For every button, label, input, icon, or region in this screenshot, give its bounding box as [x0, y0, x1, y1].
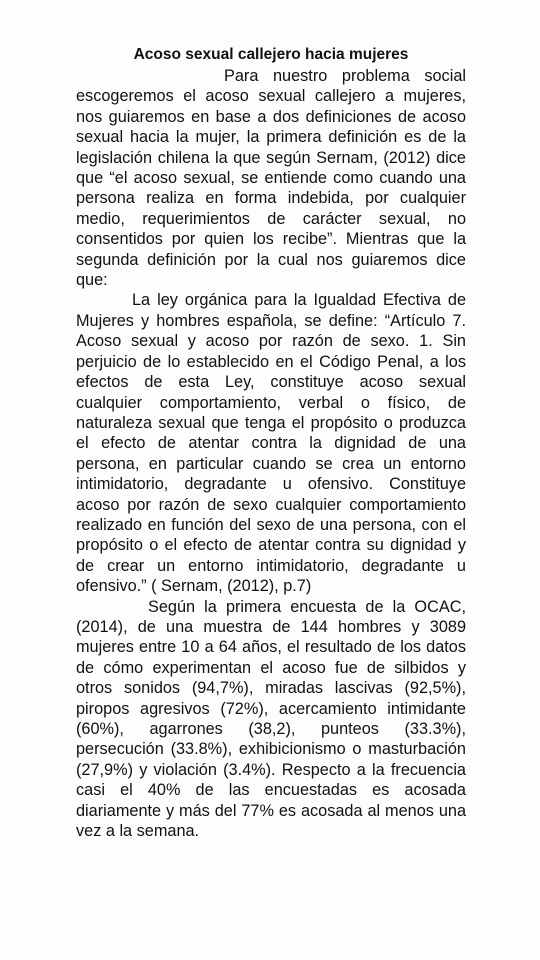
- document-title: Acoso sexual callejero hacia mujeres: [133, 46, 409, 63]
- document-body: [76, 45, 466, 862]
- paragraph-continued-cutoff: [76, 841, 466, 861]
- paragraph-survey-results: Según la primera encuesta de la OCAC, (2014), de una muestra de 144 hombres y 3089 mujeres entre 10 a 64 años, el resultado de los datos de cómo experimentan el acoso fue de silbidos y otros sonidos (94,7%), miradas lascivas (92,5%), piropos agresivos (72%), acercamiento intimidante (60%), agarrones (38,2), punteos (33.3%), persecución (33.8%), exhibicionismo o masturbación (27,9%) y violación (3.4%). Respecto a la frecuencia casi el 40% de las encuestadas es acosada diariamente y más del 77% es acosada al menos una vez a la semana.: [76, 597, 466, 841]
- paragraph-legal-definition: La ley orgánica para la Igualdad Efectiva de Mujeres y hombres española, se define: “Artículo 7. Acoso sexual y acoso por razón de sexo. 1. Sin perjuicio de lo establecido en el Código Penal, a los efectos de esta Ley, constituye acoso sexual cualquier comportamiento, verbal o físico, de naturaleza sexual que tenga el propósito o produzca el efecto de atentar contra la dignidad de una persona, en particular cuando se crea un entorno intimidatorio, degradante u ofensivo. Constituye acoso por razón de sexo cualquier comportamiento realizado en función del sexo de una persona, con el propósito o el efecto de atentar contra su dignidad y de crear un entorno intimidatorio, degradante u ofensivo.” ( Sernam, (2012), p.7): [76, 291, 466, 596]
- paragraph-introduction: Para nuestro problema social escogeremos el acoso sexual callejero a mujeres, nos guiaremos en base a dos definiciones de acoso sexual hacia la mujer, la primera definición es de la legislación chilena la que según Sernam, (2012) dice que “el acoso sexual, se entiende como cuando una persona realiza en forma indebida, por cualquier medio, requerimientos de carácter sexual, no consentidos por quien los recibe”. Mientras que la segunda definición por la cual nos guiaremos dice que:: [76, 67, 466, 290]
